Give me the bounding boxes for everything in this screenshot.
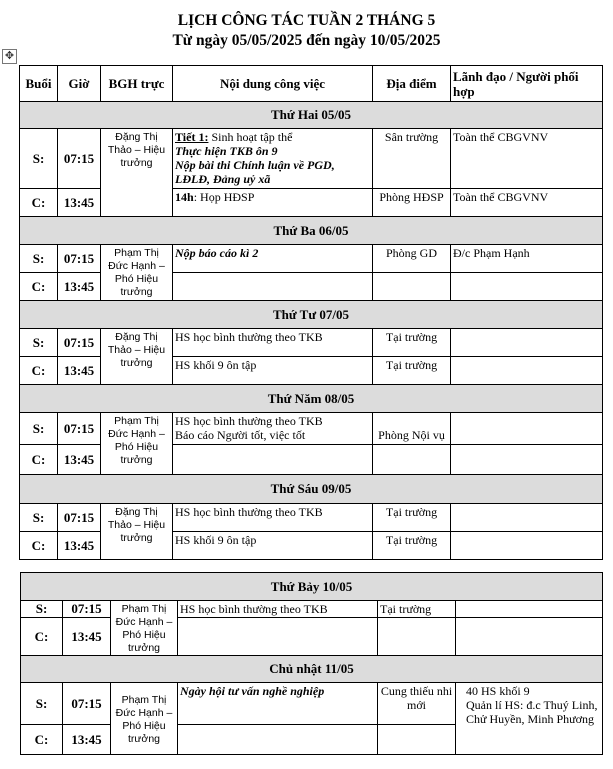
day-header-sun: Chủ nhật 11/05 [21,656,603,683]
content-cell: Ngày hội tư vấn nghề nghiệp [178,683,378,725]
table-row: S: 07:15 Phạm Thị Đức Hạnh – Phó Hiệu trưởng HS học bình thường theo TKB Tại trường [21,601,603,618]
col-duty: BGH trực [101,66,173,102]
content-cell: Tiết 1: Sinh hoạt tập thể Thực hiện TKB ôn 9 Nộp bài thi Chính luận về PGD, LĐLĐ, Đảng uỷ xã [173,129,373,189]
table-row: S: 07:15 Đặng Thị Thảo – Hiệu trưởng Tiết 1: Sinh hoạt tập thể Thực hiện TKB ôn 9 Nộp bài thi Chính luận về PGD, LĐLĐ, Đảng uỷ xã Sân trường Toàn thể CBGVNV [20,129,603,189]
content-cell: HS học bình thường theo TKB [178,601,378,618]
content-cell: HS học bình thường theo TKB [173,504,373,532]
table-row: C: 13:45 [21,618,603,656]
day-header-wed: Thứ Tư 07/05 [20,301,603,329]
table-row: S: 07:15 Đặng Thị Thảo – Hiệu trưởng HS học bình thường theo TKB Tại trường [20,504,603,532]
table-row: C: 13:45 14h: Họp HĐSP Phòng HĐSP Toàn thể CBGVNV [20,189,603,217]
leader-cell: 40 HS khối 9 Quản lí HS: đ.c Thuý Linh, Chử Huyền, Minh Phương [456,683,603,755]
location-cell: Tại trường [373,504,451,532]
col-content: Nội dung công việc [173,66,373,102]
location-cell: Tại trường [373,357,451,385]
content-cell: Nộp báo cáo kì 2 [173,245,373,273]
table-row: C: 13:45 [20,445,603,475]
location-cell: Tại trường [373,532,451,560]
table-row: C: 13:45 HS khối 9 ôn tập Tại trường [20,357,603,385]
day-header-sat: Thứ Bảy 10/05 [21,573,603,601]
duty-person: Phạm Thị Đức Hạnh – Phó Hiệu trưởng [101,245,173,301]
col-location: Địa điểm [373,66,451,102]
duty-person: Đặng Thị Thảo – Hiệu trưởng [101,504,173,560]
page-title: LỊCH CÔNG TÁC TUẦN 2 THÁNG 5 [177,12,436,29]
location-cell: Tại trường [373,329,451,357]
content-cell: HS học bình thường theo TKB Báo cáo Người tốt, việc tốt [173,413,373,445]
page-subtitle: Từ ngày 05/05/2025 đến ngày 10/05/2025 [172,32,441,49]
location-cell: Phòng Nội vụ [373,413,451,445]
location-cell: Phòng GD [373,245,451,273]
content-cell: HS khối 9 ôn tập [173,357,373,385]
table-row: S: 07:15 Phạm Thị Đức Hạnh – Phó Hiệu trưởng Nộp báo cáo kì 2 Phòng GD Đ/c Phạm Hạnh [20,245,603,273]
leader-cell: Toàn thể CBGVNV [451,189,603,217]
location-cell: Cung thiếu nhi mới [378,683,456,725]
day-header-fri: Thứ Sáu 09/05 [20,475,603,504]
col-leader: Lãnh đạo / Người phối hợp [451,66,603,102]
content-cell: HS học bình thường theo TKB [173,329,373,357]
table-row: S: 07:15 Phạm Thị Đức Hạnh – Phó Hiệu trưởng Ngày hội tư vấn nghề nghiệp Cung thiếu nhi mới 40 HS khối 9 Quản lí HS: đ.c Thuý Linh, Chử Huyền, Minh Phương [21,683,603,725]
col-time: Giờ [58,66,101,102]
duty-person: Đặng Thị Thảo – Hiệu trưởng [101,129,173,217]
day-header-mon: Thứ Hai 05/05 [20,102,603,129]
duty-person: Đặng Thị Thảo – Hiệu trưởng [101,329,173,385]
schedule-table-weekend [20,572,603,755]
col-session: Buổi [20,66,58,102]
content-cell: 14h: Họp HĐSP [173,189,373,217]
location-cell: Tại trường [378,601,456,618]
leader-cell: Toàn thể CBGVNV [451,129,603,189]
duty-person: Phạm Thị Đức Hạnh – Phó Hiệu trưởng [101,413,173,475]
table-row: C: 13:45 HS khối 9 ôn tập Tại trường [20,532,603,560]
day-header-thu: Thứ Năm 08/05 [20,385,603,413]
table-move-handle-icon[interactable]: ✥ [2,49,17,64]
content-cell: HS khối 9 ôn tập [173,532,373,560]
table-row: S: 07:15 Phạm Thị Đức Hạnh – Phó Hiệu trưởng HS học bình thường theo TKB Báo cáo Người tốt, việc tốt Phòng Nội vụ [20,413,603,445]
leader-cell: Đ/c Phạm Hạnh [451,245,603,273]
table-row: C: 13:45 [21,725,603,755]
table-row: S: 07:15 Đặng Thị Thảo – Hiệu trưởng HS học bình thường theo TKB Tại trường [20,329,603,357]
location-cell: Sân trường [373,129,451,189]
schedule-table-main [19,65,603,560]
duty-person: Phạm Thị Đức Hạnh – Phó Hiệu trưởng [111,601,178,656]
duty-person: Phạm Thị Đức Hạnh – Phó Hiệu trưởng [111,683,178,755]
day-header-tue: Thứ Ba 06/05 [20,217,603,245]
table-row: C: 13:45 [20,273,603,301]
location-cell: Phòng HĐSP [373,189,451,217]
